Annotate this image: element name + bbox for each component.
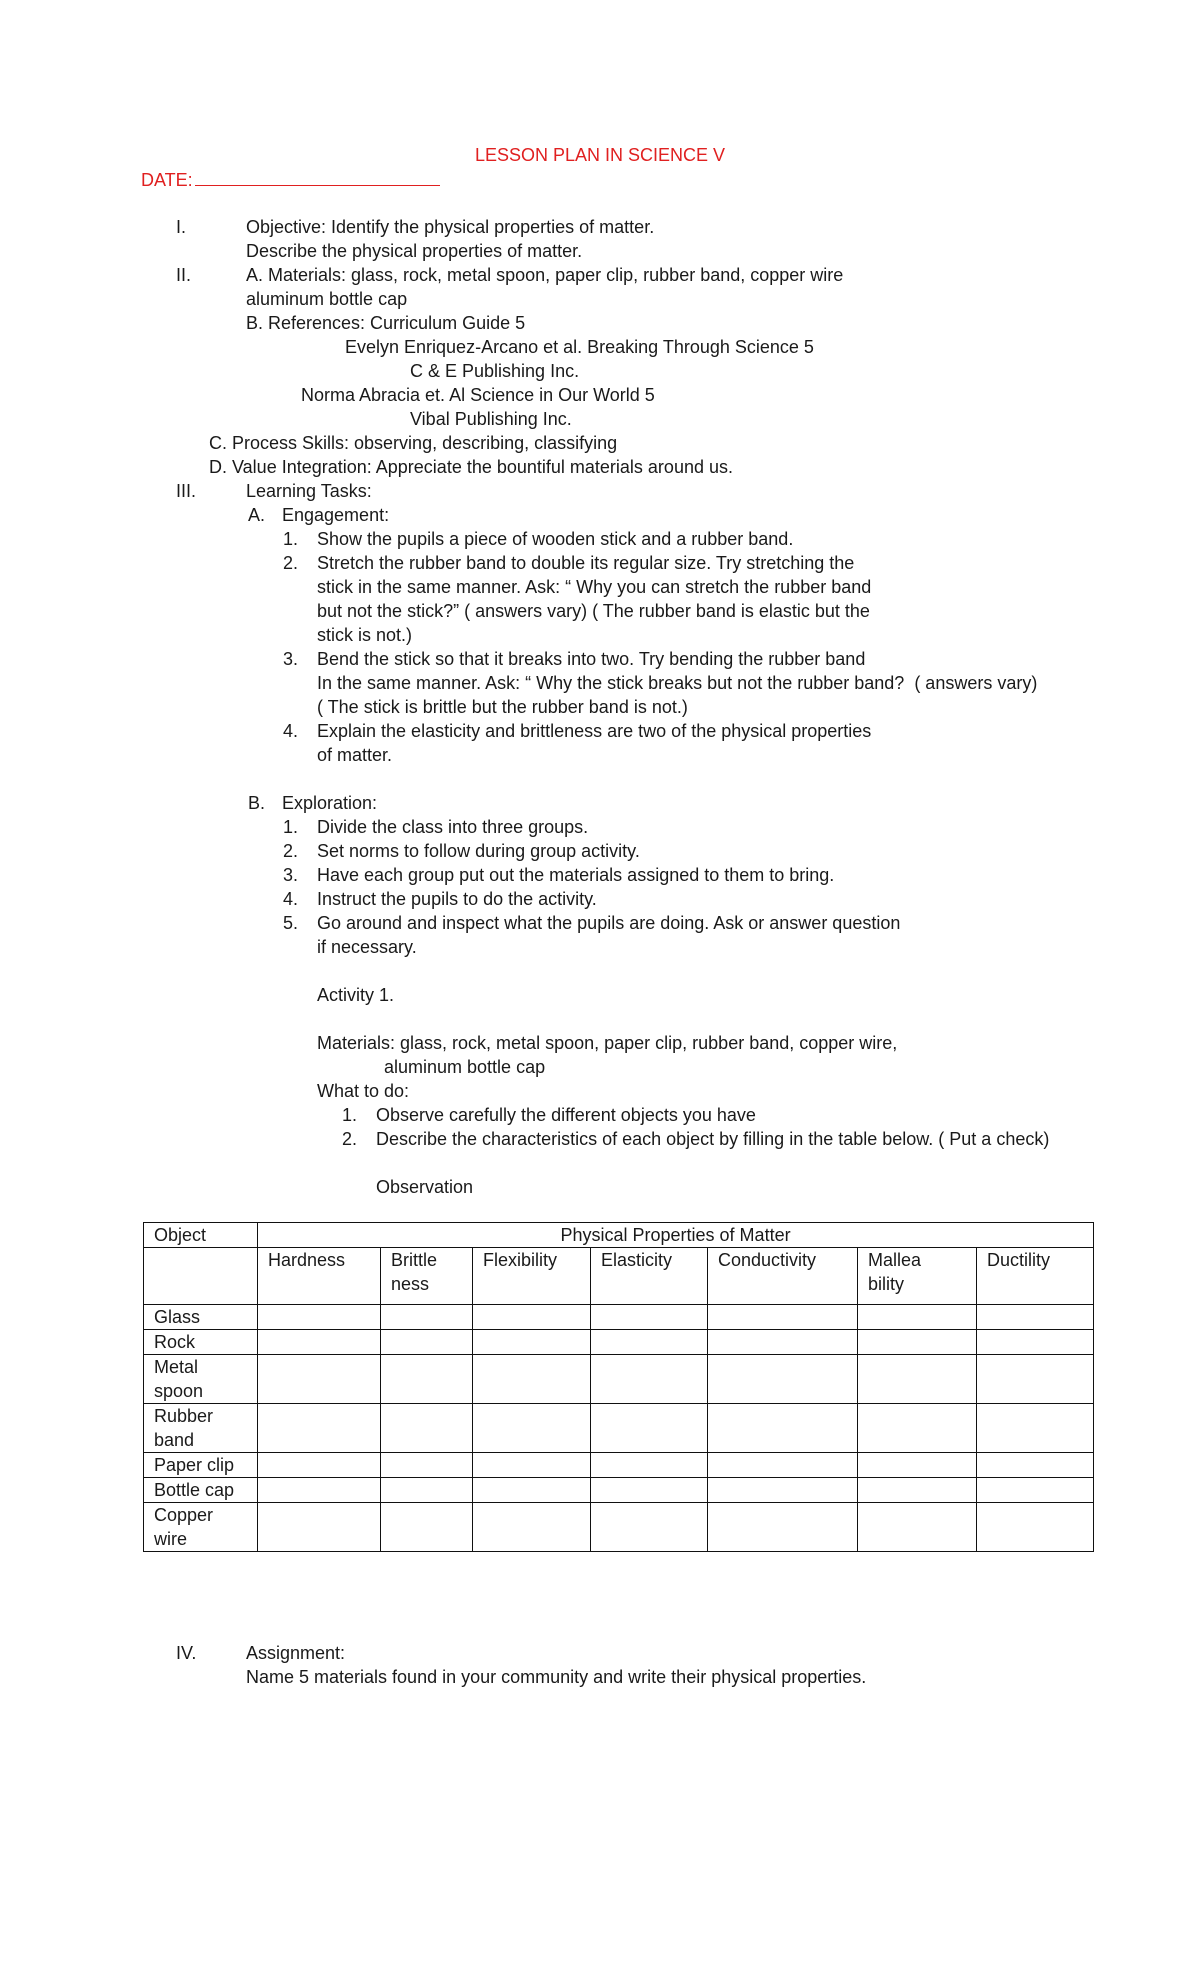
list-item: Divide the class into three groups. <box>317 817 589 837</box>
list-number: 3. <box>283 865 299 885</box>
objective-line: Describe the physical properties of matter. <box>246 241 583 261</box>
object-name-cell: Glass <box>144 1305 258 1330</box>
check-cell[interactable] <box>381 1330 473 1355</box>
objective-line: Objective: Identify the physical properties of matter. <box>246 217 655 237</box>
check-cell[interactable] <box>591 1305 708 1330</box>
learning-tasks-heading: Learning Tasks: <box>246 481 372 501</box>
list-item: ( The stick is brittle but the rubber band is not.) <box>317 697 688 717</box>
check-cell[interactable] <box>858 1355 977 1404</box>
page-title: LESSON PLAN IN SCIENCE V <box>474 145 726 165</box>
check-cell[interactable] <box>473 1453 591 1478</box>
observation-table <box>143 1222 1094 1552</box>
property-header-cell: Ductility <box>977 1248 1094 1305</box>
check-cell[interactable] <box>977 1453 1094 1478</box>
references-line: B. References: Curriculum Guide 5 <box>246 313 526 333</box>
property-header-cell: Elasticity <box>591 1248 708 1305</box>
list-item: stick in the same manner. Ask: “ Why you can stretch the rubber band <box>317 577 872 597</box>
list-item: Observe carefully the different objects you have <box>376 1105 756 1125</box>
check-cell[interactable] <box>258 1478 381 1503</box>
check-cell[interactable] <box>591 1355 708 1404</box>
object-name-cell: Metal spoon <box>144 1355 258 1404</box>
list-item: but not the stick?” ( answers vary) ( The rubber band is elastic but the <box>317 601 870 621</box>
check-cell[interactable] <box>473 1305 591 1330</box>
check-cell[interactable] <box>858 1478 977 1503</box>
check-cell[interactable] <box>258 1453 381 1478</box>
check-cell[interactable] <box>977 1404 1094 1453</box>
list-item: Show the pupils a piece of wooden stick and a rubber band. <box>317 529 794 549</box>
check-cell[interactable] <box>258 1404 381 1453</box>
section-number: II. <box>176 265 192 285</box>
date-blank-line <box>195 167 440 186</box>
list-item: if necessary. <box>317 937 417 957</box>
reference-entry: Evelyn Enriquez-Arcano et al. Breaking Through Science 5 <box>345 337 814 357</box>
check-cell[interactable] <box>473 1503 591 1552</box>
list-number: 3. <box>283 649 299 669</box>
list-number: 2. <box>283 841 299 861</box>
check-cell[interactable] <box>591 1404 708 1453</box>
check-cell[interactable] <box>381 1503 473 1552</box>
check-cell[interactable] <box>473 1330 591 1355</box>
check-cell[interactable] <box>858 1404 977 1453</box>
activity-materials: Materials: glass, rock, metal spoon, paper clip, rubber band, copper wire, <box>317 1033 898 1053</box>
property-header-cell: Brittle ness <box>381 1248 473 1305</box>
activity-materials: aluminum bottle cap <box>384 1057 546 1077</box>
check-cell[interactable] <box>381 1305 473 1330</box>
check-cell[interactable] <box>258 1503 381 1552</box>
list-item: of matter. <box>317 745 393 765</box>
list-number: 2. <box>342 1129 358 1149</box>
check-cell[interactable] <box>258 1305 381 1330</box>
object-name-cell: Paper clip <box>144 1453 258 1478</box>
table-row <box>144 1478 1094 1503</box>
reference-entry: Norma Abracia et. Al Science in Our World 5 <box>301 385 655 405</box>
subsection-letter: B. <box>248 793 266 813</box>
check-cell[interactable] <box>473 1404 591 1453</box>
table-row <box>144 1355 1094 1404</box>
check-cell[interactable] <box>977 1355 1094 1404</box>
check-cell[interactable] <box>708 1478 858 1503</box>
list-item: Set norms to follow during group activity. <box>317 841 640 861</box>
list-item: Instruct the pupils to do the activity. <box>317 889 597 909</box>
list-item: Bend the stick so that it breaks into two. Try bending the rubber band <box>317 649 866 669</box>
materials-line: aluminum bottle cap <box>246 289 408 309</box>
table-row <box>144 1330 1094 1355</box>
check-cell[interactable] <box>591 1503 708 1552</box>
assignment-text: Name 5 materials found in your community and write their physical properties. <box>246 1667 867 1687</box>
check-cell[interactable] <box>591 1330 708 1355</box>
table-row <box>144 1404 1094 1453</box>
table-row <box>144 1305 1094 1330</box>
date-field <box>141 167 440 192</box>
check-cell[interactable] <box>381 1355 473 1404</box>
object-name-cell: Copper wire <box>144 1503 258 1552</box>
check-cell[interactable] <box>858 1305 977 1330</box>
process-skills-line: C. Process Skills: observing, describing, classifying <box>209 433 618 453</box>
check-cell[interactable] <box>591 1478 708 1503</box>
list-number: 2. <box>283 553 299 573</box>
list-number: 4. <box>283 889 299 909</box>
subsection-letter: A. <box>248 505 266 525</box>
section-number: IV. <box>176 1643 197 1663</box>
check-cell[interactable] <box>258 1355 381 1404</box>
object-name-cell: Bottle cap <box>144 1478 258 1503</box>
list-number: 1. <box>283 529 299 549</box>
check-cell[interactable] <box>381 1453 473 1478</box>
property-header-cell: Conductivity <box>708 1248 858 1305</box>
section-number: I. <box>176 217 187 237</box>
check-cell[interactable] <box>708 1305 858 1330</box>
check-cell[interactable] <box>708 1355 858 1404</box>
value-integration-line: D. Value Integration: Appreciate the bountiful materials around us. <box>209 457 733 477</box>
check-cell[interactable] <box>977 1330 1094 1355</box>
check-cell[interactable] <box>708 1503 858 1552</box>
check-cell[interactable] <box>473 1478 591 1503</box>
check-cell[interactable] <box>858 1503 977 1552</box>
table-row <box>144 1503 1094 1552</box>
list-item: Stretch the rubber band to double its regular size. Try stretching the <box>317 553 855 573</box>
check-cell[interactable] <box>258 1330 381 1355</box>
list-item: Have each group put out the materials assigned to them to bring. <box>317 865 835 885</box>
activity-heading: Activity 1. <box>317 985 395 1005</box>
list-number: 4. <box>283 721 299 741</box>
check-cell[interactable] <box>858 1330 977 1355</box>
list-item: Describe the characteristics of each object by filling in the table below. ( Put a check) <box>376 1129 1050 1149</box>
object-name-cell: Rock <box>144 1330 258 1355</box>
table-row <box>144 1453 1094 1478</box>
check-cell[interactable] <box>858 1453 977 1478</box>
check-cell[interactable] <box>977 1478 1094 1503</box>
reference-entry: Vibal Publishing Inc. <box>410 409 572 429</box>
reference-entry: C & E Publishing Inc. <box>410 361 580 381</box>
check-cell[interactable] <box>708 1453 858 1478</box>
exploration-heading: Exploration: <box>282 793 378 813</box>
property-header-cell: Flexibility <box>473 1248 591 1305</box>
section-number: III. <box>176 481 197 501</box>
observation-heading: Observation <box>376 1177 474 1197</box>
date-label: DATE: <box>141 170 193 190</box>
list-item: In the same manner. Ask: “ Why the stick breaks but not the rubber band? ( answers vary) <box>317 673 1038 693</box>
check-cell[interactable] <box>381 1478 473 1503</box>
check-cell[interactable] <box>708 1404 858 1453</box>
list-item: Go around and inspect what the pupils are doing. Ask or answer question <box>317 913 901 933</box>
check-cell[interactable] <box>381 1404 473 1453</box>
what-to-do-heading: What to do: <box>317 1081 410 1101</box>
object-name-cell: Rubber band <box>144 1404 258 1453</box>
check-cell[interactable] <box>591 1453 708 1478</box>
list-number: 1. <box>283 817 299 837</box>
materials-line: A. Materials: glass, rock, metal spoon, paper clip, rubber band, copper wire <box>246 265 844 285</box>
list-item: Explain the elasticity and brittleness are two of the physical properties <box>317 721 872 741</box>
list-number: 5. <box>283 913 299 933</box>
check-cell[interactable] <box>977 1305 1094 1330</box>
assignment-heading: Assignment: <box>246 1643 346 1663</box>
property-header-cell: Mallea bility <box>858 1248 977 1305</box>
check-cell[interactable] <box>708 1330 858 1355</box>
blank-header-cell <box>144 1248 258 1305</box>
group-header-cell: Physical Properties of Matter <box>258 1223 1094 1248</box>
check-cell[interactable] <box>473 1355 591 1404</box>
list-number: 1. <box>342 1105 358 1125</box>
list-item: stick is not.) <box>317 625 413 645</box>
check-cell[interactable] <box>977 1503 1094 1552</box>
property-header-cell: Hardness <box>258 1248 381 1305</box>
object-header-cell: Object <box>144 1223 258 1248</box>
engagement-heading: Engagement: <box>282 505 390 525</box>
